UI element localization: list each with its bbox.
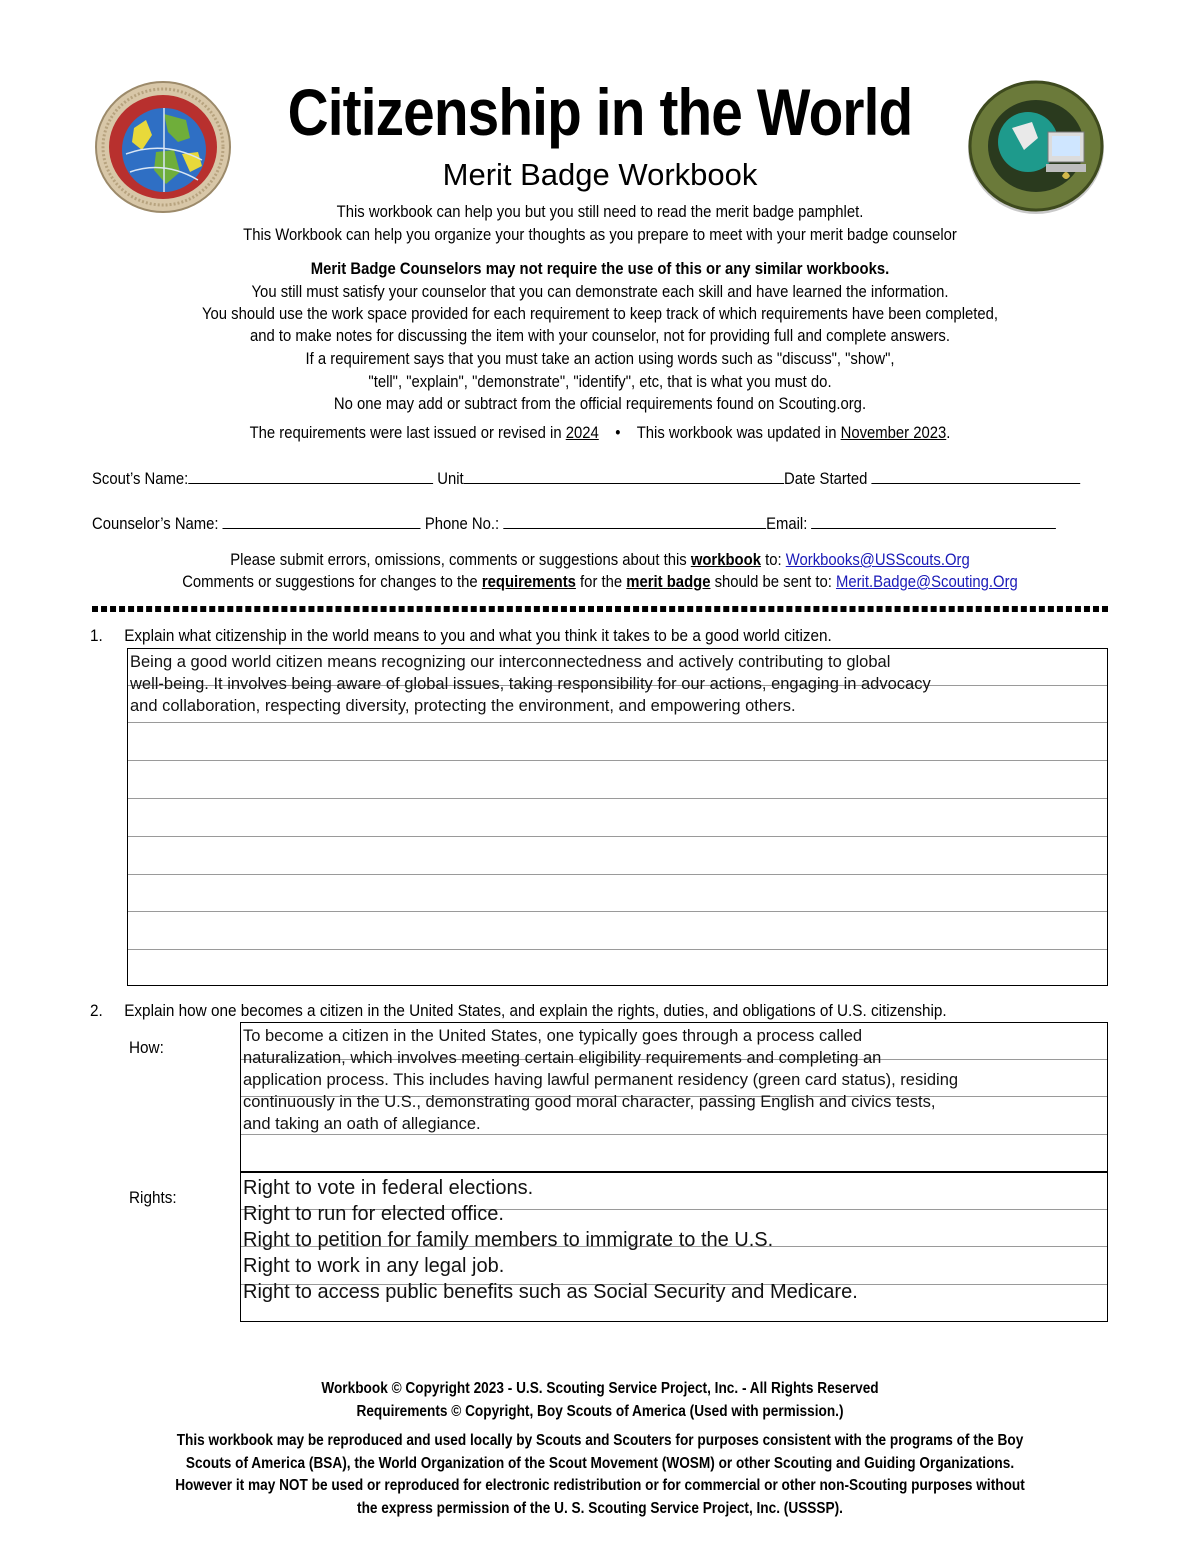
footer-usage-line-4: the express permission of the U. S. Scouting Service Project, Inc. (USSSP). — [357, 1500, 843, 1517]
req-1-answer-box[interactable] — [127, 648, 1108, 986]
issued-year: 2024 — [565, 424, 599, 442]
section-divider — [92, 606, 1108, 612]
counselor-notice: Merit Badge Counselors may not require the use of this or any similar workbooks. — [310, 260, 890, 278]
email-label: Email: — [766, 515, 808, 533]
how-answer-line-5: and taking an oath of allegiance. — [243, 1115, 481, 1133]
bullet-separator: • — [615, 424, 621, 442]
intro-para-2: You should use the work space provided for each requirement to keep track of which requirements have been completed, — [201, 305, 999, 323]
how-answer-line-1: To become a citizen in the United States, one typically goes through a process called — [243, 1027, 863, 1045]
unit-label: Unit — [437, 470, 464, 488]
rights-line-3: Right to petition for family members to immigrate to the U.S. — [243, 1229, 774, 1251]
date-started-field[interactable] — [872, 470, 1081, 484]
intro-line-2: This Workbook can help you organize your thoughts as you prepare to meet with your merit badge counselor — [243, 226, 957, 244]
intro-para-1: You still must satisfy your counselor that you can demonstrate each skill and have learned the information. — [251, 283, 949, 301]
req-1-number: 1. — [90, 626, 103, 645]
updated-prefix: This workbook was updated in — [636, 424, 837, 442]
intro-para-5: "tell", "explain", "demonstrate", "identify", etc, that is what you must do. — [368, 373, 832, 391]
comments-requirements-word: requirements — [481, 573, 576, 591]
scout-name-field[interactable] — [188, 470, 433, 484]
rights-answer-box[interactable] — [240, 1172, 1108, 1322]
intro-para-3: and to make notes for discussing the item with your counselor, not for providing full and complete answers. — [250, 327, 950, 345]
footer-usage-line-2: Scouts of America (BSA), the World Organization of the Scout Movement (WOSM) or other Scouting and Guiding Organizations. — [185, 1455, 1015, 1472]
scout-info-row — [92, 470, 1001, 489]
req-1-answer-line-3: and collaboration, respecting diversity, protecting the environment, and empowering others. — [130, 697, 796, 715]
how-label: How: — [129, 1038, 164, 1057]
updated-suffix: . — [946, 424, 951, 442]
phone-label: Phone No.: — [424, 515, 500, 533]
date-started-label: Date Started — [784, 470, 868, 488]
workbooks-email-link[interactable]: Workbooks@USScouts.Org — [785, 551, 970, 569]
how-answer-line-2: naturalization, which involves meeting certain eligibility requirements and completing an — [243, 1049, 882, 1067]
comments-text-e: should be sent to: — [714, 573, 832, 591]
counselor-info-row — [92, 515, 1001, 534]
how-answer-line-4: continuously in the U.S., demonstrating good moral character, passing English and civics tests, — [243, 1093, 936, 1111]
page-subtitle: Merit Badge Workbook — [442, 157, 758, 192]
counselor-name-label: Counselor’s Name: — [92, 515, 219, 533]
page-title: Citizenship in the World — [287, 75, 913, 149]
rights-line-5: Right to access public benefits such as Social Security and Medicare. — [243, 1281, 858, 1303]
comments-text-c: for the — [580, 573, 623, 591]
intro-para-6: No one may add or subtract from the official requirements found on Scouting.org. — [333, 395, 867, 413]
intro-para-4: If a requirement says that you must take an action using words such as "discuss", "show", — [305, 350, 895, 368]
submit-line-1 — [60, 551, 1140, 570]
submit-workbook-word: workbook — [690, 551, 761, 569]
rights-line-4: Right to work in any legal job. — [243, 1255, 505, 1277]
email-field[interactable] — [811, 515, 1056, 529]
how-answer-box[interactable] — [240, 1022, 1108, 1172]
revision-info — [60, 424, 1140, 443]
counselor-name-field[interactable] — [223, 515, 421, 529]
rights-label: Rights: — [129, 1188, 177, 1207]
footer-copyright-requirements: Requirements © Copyright, Boy Scouts of America (Used with permission.) — [356, 1403, 844, 1420]
requirement-1 — [90, 626, 832, 646]
requirement-2 — [90, 1001, 947, 1021]
comments-merit-badge-word: merit badge — [626, 573, 711, 591]
footer-usage-line-1: This workbook may be reproduced and used locally by Scouts and Scouters for purposes consistent with the programs of the Boy — [176, 1432, 1024, 1449]
req-1-answer-line-1: Being a good world citizen means recognizing our interconnectedness and actively contributing to global — [130, 653, 891, 671]
submit-text-a: Please submit errors, omissions, comments or suggestions about this — [230, 551, 687, 569]
phone-field[interactable] — [503, 515, 766, 529]
updated-date: November 2023 — [840, 424, 947, 442]
req-2-number: 2. — [90, 1001, 103, 1020]
footer-usage-line-3: However it may NOT be used or reproduced for electronic redistribution or for commercial or other non-Scouting purposes without — [175, 1477, 1025, 1494]
intro-line-1: This workbook can help you but you still need to read the merit badge pamphlet. — [336, 203, 864, 221]
unit-field[interactable] — [464, 470, 784, 484]
rights-line-1: Right to vote in federal elections. — [243, 1177, 534, 1199]
req-1-text: Explain what citizenship in the world means to you and what you think it takes to be a good world citizen. — [124, 626, 832, 645]
submit-text-c: to: — [765, 551, 782, 569]
comments-text-a: Comments or suggestions for changes to the — [182, 573, 478, 591]
scout-name-label: Scout’s Name: — [92, 470, 189, 488]
merit-badge-email-link[interactable]: Merit.Badge@Scouting.Org — [835, 573, 1018, 591]
footer-copyright-workbook: Workbook © Copyright 2023 - U.S. Scouting Service Project, Inc. - All Rights Reserved — [321, 1380, 879, 1397]
issued-prefix: The requirements were last issued or revised in — [249, 424, 562, 442]
req-1-answer-line-2: well-being. It involves being aware of global issues, taking responsibility for our actions, engaging in advocacy — [130, 675, 931, 693]
submit-line-2 — [60, 573, 1140, 592]
how-answer-line-3: application process. This includes having lawful permanent residency (green card status), residing — [243, 1071, 959, 1089]
req-2-text: Explain how one becomes a citizen in the United States, and explain the rights, duties, and obligations of U.S. citizenship. — [124, 1001, 947, 1020]
rights-line-2: Right to run for elected office. — [243, 1203, 504, 1225]
